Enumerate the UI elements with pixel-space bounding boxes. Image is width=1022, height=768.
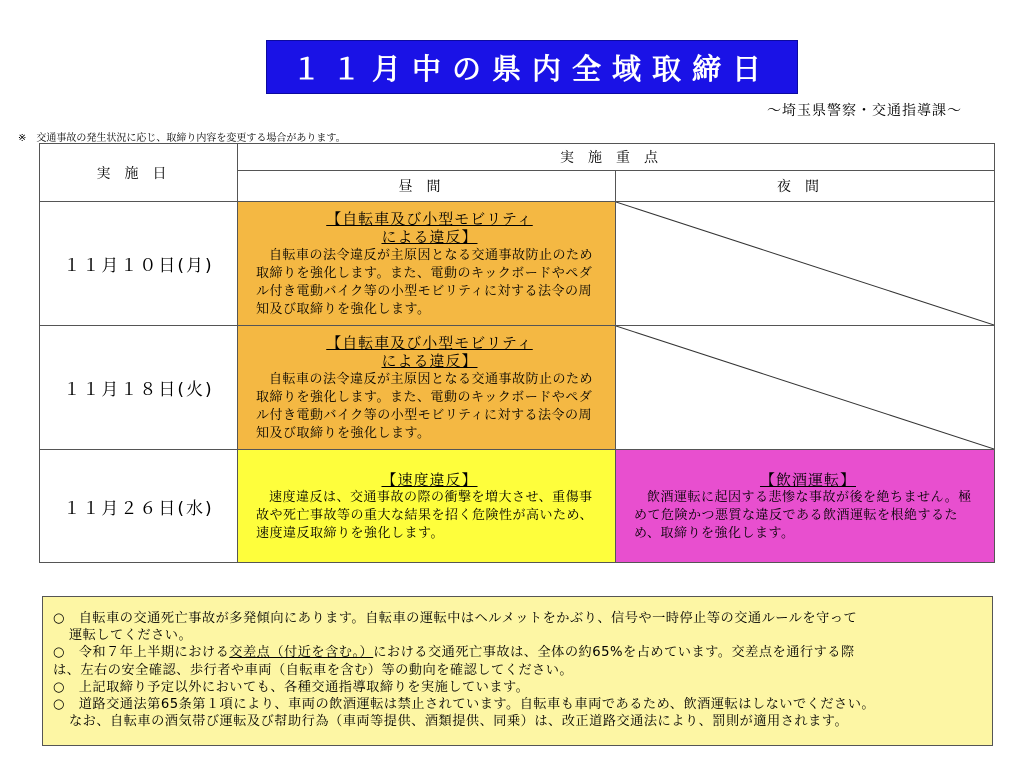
focus-title: による違反】	[381, 351, 478, 370]
info-item: ○ 令和７年上半期における交差点（付近を含む。）における交通死亡事故は、全体の約65%を占めています。交差点を通行する際	[53, 645, 855, 661]
info-item-continuation: なお、自転車の酒気帯び運転及び幇助行為（車両等提供、酒類提供、同乗）は、改正道路交通法により、罰則が適用されます。	[69, 714, 849, 730]
focus-description: 飲酒運転に起因する悲惨な事故が後を絶ちません。極めて危険かつ悪質な違反である飲酒運転を根絶するため、取締りを強化します。	[634, 489, 972, 541]
date-cell: １１月１８日(火)	[40, 326, 238, 450]
focus-description: 自転車の法令違反が主原因となる交通事故防止のため取締りを強化します。また、電動のキックボードやペダル付き電動バイク等の小型モビリティに対する法令の周知及び取締りを強化します。	[256, 371, 594, 441]
bullet-icon: ○	[53, 679, 66, 695]
focus-title: 【自転車及び小型モビリティ	[326, 209, 533, 228]
info-item-continuation: 運転してください。	[69, 628, 193, 644]
table-row	[40, 326, 995, 450]
bullet-icon: ○	[53, 645, 66, 661]
diagonal-line	[616, 202, 994, 325]
info-box	[42, 596, 993, 746]
nighttime-empty-cell	[616, 202, 995, 326]
underlined-text: 交差点（付近を含む。）	[229, 645, 374, 661]
daytime-focus-cell	[238, 450, 616, 563]
bullet-icon: ○	[53, 697, 66, 713]
focus-title: 【自転車及び小型モビリティ	[326, 333, 533, 352]
focus-title: 【速度違反】	[381, 470, 478, 489]
daytime-focus-cell	[238, 202, 616, 326]
header-date: 実施日	[40, 144, 238, 202]
page-title: １１月中の県内全域取締日	[266, 40, 798, 94]
focus-description: 自転車の法令違反が主原因となる交通事故防止のため取締りを強化します。また、電動のキックボードやペダル付き電動バイク等の小型モビリティに対する法令の周知及び取締りを強化します。	[256, 247, 594, 317]
info-item: ○ 自転車の交通死亡事故が多発傾向にあります。自転車の運転中はヘルメットをかぶり、信号や一時停止等の交通ルールを守って	[53, 611, 858, 626]
focus-title: 【飲酒運転】	[759, 470, 856, 489]
focus-description: 速度違反は、交通事故の際の衝撃を増大させ、重傷事故や死亡事故等の重大な結果を招く危険性が高いため、速度違反取締りを強化します。	[256, 489, 593, 541]
focus-title: による違反】	[381, 227, 478, 246]
info-item-continuation: は、左右の安全確認、歩行者や車両（自転車を含む）等の動向を確認してください。	[53, 662, 574, 678]
nighttime-focus-cell	[616, 450, 995, 563]
date-cell: １１月１０日(月)	[40, 202, 238, 326]
table-row	[40, 202, 995, 326]
enforcement-schedule-table	[39, 143, 995, 563]
bullet-icon: ○	[53, 611, 66, 626]
daytime-focus-cell	[238, 326, 616, 450]
info-item: ○ 上記取締り予定以外においても、各種交通指導取締りを実施しています。	[53, 679, 530, 695]
disclaimer-note	[18, 129, 346, 144]
organization-name: ～埼玉県警察・交通指導課～	[767, 103, 962, 119]
header-nighttime: 夜間	[616, 171, 995, 202]
header-focus: 実施重点	[238, 144, 995, 171]
info-item: ○ 道路交通法第65条第１項により、車両の飲酒運転は禁止されています。自転車も車両であるため、飲酒運転はしないでください。	[53, 697, 876, 713]
table-row	[40, 450, 995, 563]
diagonal-line	[616, 326, 994, 449]
note-text: 交通事故の発生状況に応じ、取締り内容を変更する場合があります。	[36, 133, 346, 144]
header-daytime: 昼間	[238, 171, 616, 202]
nighttime-empty-cell	[616, 326, 995, 450]
date-cell: １１月２６日(水)	[40, 450, 238, 563]
note-mark: ※	[18, 133, 27, 144]
